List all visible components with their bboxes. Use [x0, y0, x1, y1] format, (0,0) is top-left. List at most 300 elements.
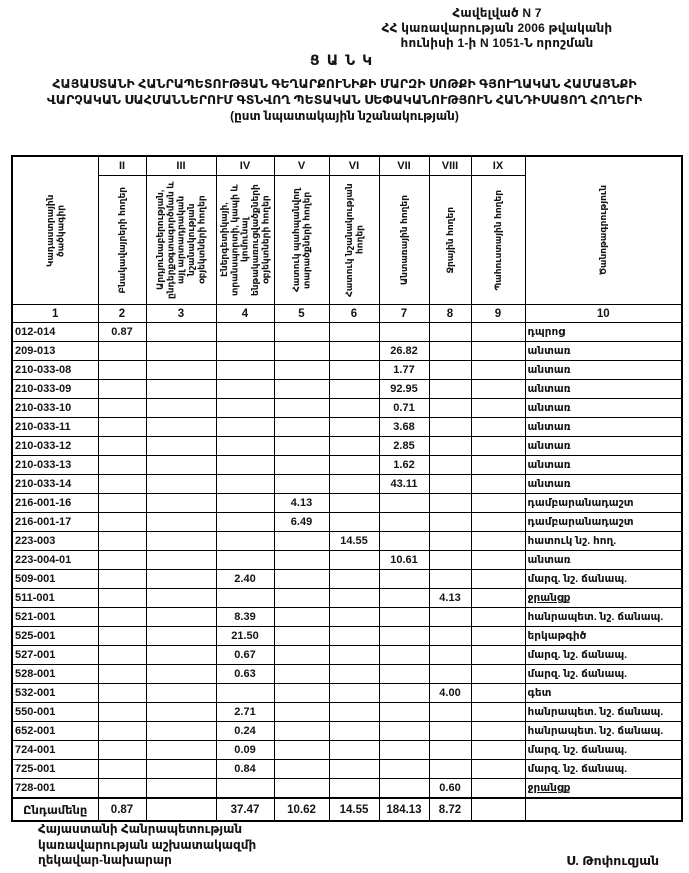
cell-value [429, 399, 471, 418]
cell-cadastral-code: 532-001 [12, 684, 98, 703]
cell-value: 4.13 [274, 494, 329, 513]
cell-value [98, 456, 146, 475]
cell-value [379, 323, 429, 342]
cell-value [471, 399, 525, 418]
table-row [12, 342, 682, 361]
cell-cadastral-code: 216-001-17 [12, 513, 98, 532]
cell-value [471, 361, 525, 380]
cell-value: 3.68 [379, 418, 429, 437]
cell-value [379, 589, 429, 608]
colnum-8: 8 [429, 305, 471, 323]
table-body [12, 323, 682, 822]
cell-value [329, 418, 379, 437]
cell-value [471, 551, 525, 570]
cell-value: 0.84 [216, 760, 274, 779]
table-row [12, 532, 682, 551]
cell-value [471, 665, 525, 684]
cell-value [98, 589, 146, 608]
cell-value [329, 608, 379, 627]
cell-value [379, 513, 429, 532]
cell-value [429, 722, 471, 741]
cell-value [98, 703, 146, 722]
cell-value [429, 361, 471, 380]
table-row [12, 627, 682, 646]
cell-value [471, 570, 525, 589]
cell-value [429, 741, 471, 760]
cell-note: անտառ [525, 475, 682, 494]
cell-note: մարզ. նշ. ճանապ. [525, 741, 682, 760]
cell-value [274, 437, 329, 456]
table-row [12, 665, 682, 684]
header-water-lands: Ջրային հողեր [429, 176, 471, 305]
subtitle-line-2: ՎԱՐՉԱԿԱՆ ՍԱՀՄԱՆՆԵՐՈՒՄ ԳՏՆՎՈՂ ՊԵՏԱԿԱՆ ՍԵՓԱԿԱՆՈՒԹՅՈՒՆ ՀԱՆԴԻՍԱՑՈՂ ՀՈՂԵՐԻ [46, 93, 643, 108]
cell-value [146, 779, 216, 799]
cell-cadastral-code: 210-033-10 [12, 399, 98, 418]
cell-value [429, 494, 471, 513]
cell-value [429, 513, 471, 532]
cell-note: հանրապետ. նշ. ճանապ. [525, 608, 682, 627]
cell-note: դամբարանադաշտ [525, 513, 682, 532]
cell-value: 21.50 [216, 627, 274, 646]
cell-value [329, 494, 379, 513]
cell-cadastral-code: 209-013 [12, 342, 98, 361]
cell-value: 10.61 [379, 551, 429, 570]
cell-note: երկաթգիծ [525, 627, 682, 646]
note-header: Ծանոթագրություն [598, 185, 609, 276]
cell-value [146, 798, 216, 821]
cell-value [216, 342, 274, 361]
table-row [12, 361, 682, 380]
header-reserve-lands: Պահուստային հողեր [471, 176, 525, 305]
cell-note: ջրանցք [525, 589, 682, 608]
appendix-line-1: Հավելված N 7 [452, 6, 542, 20]
roman-VII: VII [379, 156, 429, 176]
cell-cadastral-code: 528-001 [12, 665, 98, 684]
cell-value [216, 475, 274, 494]
cell-note: դամբարանադաշտ [525, 494, 682, 513]
document-subtitle [0, 76, 689, 124]
cell-value [98, 418, 146, 437]
cell-value: 0.67 [216, 646, 274, 665]
cell-value [274, 703, 329, 722]
cell-note: հանրապետ. նշ. ճանապ. [525, 722, 682, 741]
cell-value: 37.47 [216, 798, 274, 821]
cell-value: 184.13 [379, 798, 429, 821]
cell-value [471, 608, 525, 627]
cell-cadastral-code: 210-033-13 [12, 456, 98, 475]
cell-value [274, 570, 329, 589]
cell-value [429, 418, 471, 437]
cell-value: 2.71 [216, 703, 274, 722]
cell-value [471, 760, 525, 779]
cell-value: 4.00 [429, 684, 471, 703]
cell-value [146, 475, 216, 494]
cell-value [274, 551, 329, 570]
cell-value [146, 342, 216, 361]
table-row [12, 513, 682, 532]
cell-value [429, 475, 471, 494]
signatory-title [38, 822, 256, 869]
cell-note: անտառ [525, 361, 682, 380]
cell-value [471, 513, 525, 532]
cell-value [471, 418, 525, 437]
signatory-line-2: կառավարության աշխատակազմի [38, 837, 257, 852]
cell-value [146, 513, 216, 532]
header-infrastructure-lands: Էներգետիկայի, տրանսպորտի, կապի և կոմունալ ենթակառուցվածքների օբյեկտների հողեր [216, 176, 274, 305]
colnum-1: 1 [12, 305, 98, 323]
cell-value [146, 760, 216, 779]
cell-value [429, 532, 471, 551]
cell-note: անտառ [525, 342, 682, 361]
cell-value [216, 456, 274, 475]
cell-value: 0.71 [379, 399, 429, 418]
cell-value [146, 741, 216, 760]
cell-cadastral-code: 210-033-11 [12, 418, 98, 437]
table-row [12, 456, 682, 475]
cell-value [146, 456, 216, 475]
cell-value: 10.62 [274, 798, 329, 821]
cell-value [471, 646, 525, 665]
cell-value [471, 380, 525, 399]
cell-value: 43.11 [379, 475, 429, 494]
cell-value [98, 722, 146, 741]
cell-value [98, 399, 146, 418]
cell-value: 0.60 [429, 779, 471, 799]
cell-value [146, 437, 216, 456]
roman-IX: IX [471, 156, 525, 176]
table-row [12, 399, 682, 418]
cell-value [274, 380, 329, 399]
cell-note: անտառ [525, 437, 682, 456]
cell-cadastral-code: 521-001 [12, 608, 98, 627]
cell-value [216, 532, 274, 551]
cell-note: հատուկ նշ. հող. [525, 532, 682, 551]
cell-value [146, 418, 216, 437]
cell-value [216, 494, 274, 513]
cell-value: 2.85 [379, 437, 429, 456]
cell-value [429, 551, 471, 570]
cell-value [274, 418, 329, 437]
cell-value [274, 456, 329, 475]
total-row [12, 798, 682, 821]
cell-value [429, 703, 471, 722]
cell-value [146, 646, 216, 665]
cell-value [471, 722, 525, 741]
cell-value [379, 646, 429, 665]
cell-value: 2.40 [216, 570, 274, 589]
cell-value [471, 323, 525, 342]
cell-value [329, 513, 379, 532]
cell-value [216, 589, 274, 608]
cell-value [98, 760, 146, 779]
cell-value [146, 494, 216, 513]
cell-value [98, 342, 146, 361]
cell-value [146, 627, 216, 646]
table-row [12, 741, 682, 760]
cell-cadastral-code: 210-033-14 [12, 475, 98, 494]
cell-value [329, 399, 379, 418]
cell-value [471, 342, 525, 361]
cell-note: մարզ. նշ. ճանապ. [525, 665, 682, 684]
colnum-3: 3 [146, 305, 216, 323]
cell-value: 26.82 [379, 342, 429, 361]
cell-value [471, 437, 525, 456]
cell-value [379, 608, 429, 627]
cell-value [329, 589, 379, 608]
appendix-reference [317, 6, 677, 51]
roman-V: V [274, 156, 329, 176]
cell-value [98, 380, 146, 399]
table-row [12, 551, 682, 570]
cell-value [329, 361, 379, 380]
table-row [12, 779, 682, 799]
cell-value [146, 589, 216, 608]
cell-value [329, 627, 379, 646]
cell-value [379, 684, 429, 703]
cell-value [98, 361, 146, 380]
cell-value [471, 703, 525, 722]
cell-note: դպրոց [525, 323, 682, 342]
cell-cadastral-code: 725-001 [12, 760, 98, 779]
cell-value [98, 627, 146, 646]
roman-VIII: VIII [429, 156, 471, 176]
cell-value [274, 589, 329, 608]
cell-value [216, 551, 274, 570]
note-header-cell [525, 156, 682, 305]
cell-value [274, 475, 329, 494]
signatory-line-3: ղեկավար-նախարար [38, 853, 172, 868]
document-title: ՑԱՆԿ [309, 52, 380, 68]
cell-note: անտառ [525, 418, 682, 437]
cell-value [379, 722, 429, 741]
table-row [12, 722, 682, 741]
cell-value [146, 361, 216, 380]
cell-cadastral-code: 012-014 [12, 323, 98, 342]
cell-value [274, 399, 329, 418]
cell-value [98, 570, 146, 589]
table-row [12, 418, 682, 437]
cell-value [146, 323, 216, 342]
cell-value [329, 646, 379, 665]
cell-value: 0.09 [216, 741, 274, 760]
cell-cadastral-code: 509-001 [12, 570, 98, 589]
cell-value [98, 646, 146, 665]
cell-note: մարզ. նշ. ճանապ. [525, 570, 682, 589]
cell-value [429, 342, 471, 361]
cell-value [274, 323, 329, 342]
cell-value [146, 570, 216, 589]
cadastral-code-header: Կադաստրային ծածկագիր [44, 194, 66, 267]
cell-cadastral-code: 223-003 [12, 532, 98, 551]
cell-value [329, 570, 379, 589]
cell-value [98, 665, 146, 684]
roman-IV: IV [216, 156, 274, 176]
cell-value [471, 798, 525, 821]
cell-value [274, 665, 329, 684]
cell-value [329, 437, 379, 456]
cell-value [471, 532, 525, 551]
cell-value [98, 684, 146, 703]
cell-value: 14.55 [329, 532, 379, 551]
cell-value [98, 475, 146, 494]
cell-value [329, 551, 379, 570]
cell-value [329, 741, 379, 760]
table-row [12, 646, 682, 665]
signatory-line-1: Հայաստանի Հանրապետության [38, 822, 243, 836]
cell-value [329, 779, 379, 799]
header-residential-lands: Բնակավայրերի հողեր [98, 176, 146, 305]
cell-value [379, 703, 429, 722]
cell-value [329, 456, 379, 475]
cell-value [216, 437, 274, 456]
corner-header-cell [12, 156, 98, 305]
colnum-7: 7 [379, 305, 429, 323]
cell-value [379, 570, 429, 589]
table-row [12, 589, 682, 608]
cell-value [329, 323, 379, 342]
cell-value [471, 741, 525, 760]
cell-value [429, 646, 471, 665]
cell-value: 92.95 [379, 380, 429, 399]
total-label: Ընդամենը [12, 798, 98, 821]
cell-cadastral-code: 216-001-16 [12, 494, 98, 513]
cell-note: անտառ [525, 551, 682, 570]
cell-value [98, 494, 146, 513]
cell-value [98, 551, 146, 570]
cell-cadastral-code: 527-001 [12, 646, 98, 665]
colnum-9: 9 [471, 305, 525, 323]
colnum-6: 6 [329, 305, 379, 323]
cell-value [274, 608, 329, 627]
header-forest-lands: Անտառային հողեր [379, 176, 429, 305]
cell-value [429, 570, 471, 589]
cell-cadastral-code: 525-001 [12, 627, 98, 646]
appendix-line-3: հունիսի 1-ի N 1051-Ն որոշման [400, 36, 594, 50]
cell-value [274, 760, 329, 779]
cell-note: ջրանցք [525, 779, 682, 799]
cell-value [471, 779, 525, 799]
cell-value [146, 551, 216, 570]
cell-value [379, 665, 429, 684]
cell-value [274, 646, 329, 665]
cell-value [429, 627, 471, 646]
cell-note: անտառ [525, 399, 682, 418]
cell-value [429, 437, 471, 456]
table-row [12, 608, 682, 627]
signatory-name: Ս. Թոփուզյան [566, 853, 659, 868]
cell-value [379, 741, 429, 760]
header-industrial-lands: Արդյունաբերության, ընդերքօգտագործման և այլ արտադրական նշանակության օբյեկտների հողեր [146, 176, 216, 305]
cell-value [216, 361, 274, 380]
cell-value: 8.72 [429, 798, 471, 821]
cell-note: գետ [525, 684, 682, 703]
cell-value [146, 665, 216, 684]
cell-value [429, 665, 471, 684]
cell-value [329, 703, 379, 722]
cell-cadastral-code: 550-001 [12, 703, 98, 722]
cell-value [471, 627, 525, 646]
cell-value [329, 665, 379, 684]
cell-value [379, 532, 429, 551]
table-row [12, 323, 682, 342]
roman-numeral-row [12, 156, 682, 176]
cell-value [274, 741, 329, 760]
cell-note: անտառ [525, 456, 682, 475]
cell-value [274, 532, 329, 551]
header-special-lands: Հատուկ նշանակության հողեր [329, 176, 379, 305]
cell-value [329, 760, 379, 779]
cell-value [429, 760, 471, 779]
cell-value [216, 380, 274, 399]
cell-cadastral-code: 210-033-12 [12, 437, 98, 456]
roman-III: III [146, 156, 216, 176]
cell-value [216, 323, 274, 342]
cell-value [471, 475, 525, 494]
table-row [12, 475, 682, 494]
cell-value [98, 437, 146, 456]
cell-value [471, 684, 525, 703]
cell-value [146, 684, 216, 703]
cell-value: 1.77 [379, 361, 429, 380]
cell-value [98, 779, 146, 799]
subtitle-line-3: (ըստ նպատակային նշանակության) [230, 108, 459, 123]
cell-value [98, 532, 146, 551]
table-row [12, 684, 682, 703]
table-row [12, 760, 682, 779]
cell-value: 0.63 [216, 665, 274, 684]
cell-value [146, 532, 216, 551]
cell-value: 14.55 [329, 798, 379, 821]
table-row [12, 703, 682, 722]
table-row [12, 494, 682, 513]
cell-cadastral-code: 724-001 [12, 741, 98, 760]
cell-value: 0.87 [98, 798, 146, 821]
cell-value [98, 741, 146, 760]
table-row [12, 380, 682, 399]
cell-value [274, 722, 329, 741]
cell-note: հանրապետ. նշ. ճանապ. [525, 703, 682, 722]
cell-value [216, 513, 274, 532]
cell-value [216, 399, 274, 418]
cell-value [329, 722, 379, 741]
cell-value [146, 703, 216, 722]
cell-value [146, 399, 216, 418]
cell-cadastral-code: 511-001 [12, 589, 98, 608]
cell-value [274, 361, 329, 380]
colnum-2: 2 [98, 305, 146, 323]
cell-value [216, 418, 274, 437]
cell-value [146, 722, 216, 741]
cell-value [379, 627, 429, 646]
cell-value [429, 323, 471, 342]
roman-VI: VI [329, 156, 379, 176]
cell-value [146, 380, 216, 399]
cell-value [216, 779, 274, 799]
signature-block [38, 822, 659, 869]
colnum-10: 10 [525, 305, 682, 323]
cell-value [471, 589, 525, 608]
cell-value [379, 494, 429, 513]
cell-value [98, 608, 146, 627]
cell-value [429, 456, 471, 475]
subtitle-line-1: ՀԱՅԱՍՏԱՆԻ ՀԱՆՐԱՊԵՏՈՒԹՅԱՆ ԳԵՂԱՐՔՈՒՆԻՔԻ ՄԱՐԶԻ ՍՈԹՔԻ ԳՅՈՒՂԱԿԱՆ ՀԱՄԱՅՆՔԻ [52, 77, 637, 91]
cell-value [329, 475, 379, 494]
land-parcels-table [11, 155, 683, 822]
cell-value [329, 380, 379, 399]
cell-cadastral-code: 728-001 [12, 779, 98, 799]
cell-value [329, 342, 379, 361]
cell-note: անտառ [525, 380, 682, 399]
